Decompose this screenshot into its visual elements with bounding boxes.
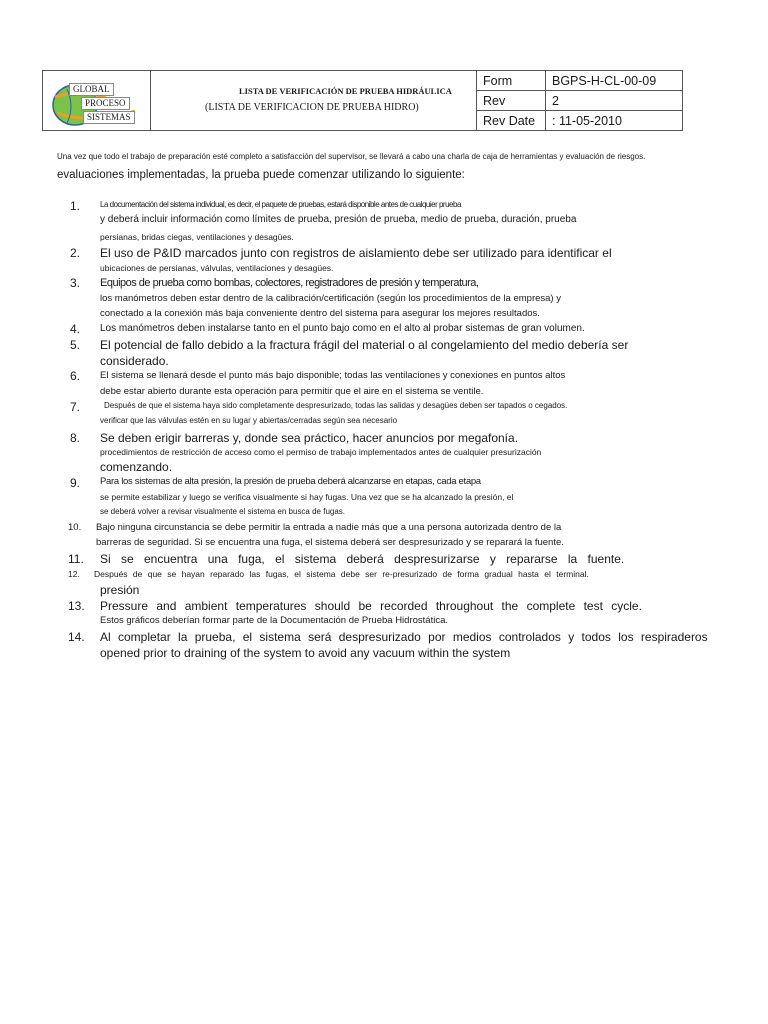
rev-date-row — [477, 111, 682, 130]
item-number: 12. — [68, 569, 80, 579]
item-number: 6. — [70, 369, 81, 383]
item-text: Bajo ninguna circunstancia se debe permitir la entrada a nadie más que a una persona autorizada dentro de la — [96, 522, 562, 533]
intro-line-2: evaluaciones implementadas, la prueba puede comenzar utilizando lo siguiente: — [57, 169, 465, 181]
item-text: Después de que se hayan reparado las fugas, el sistema debe ser re-presurizado de forma gradual hasta el terminal. — [94, 569, 589, 579]
item-number: 5. — [70, 338, 81, 352]
item-text: barreras de seguridad. Si se encuentra una fuga, el sistema deberá ser despresurizado y se reparará la fuente. — [96, 537, 564, 548]
item-text: Estos gráficos deberían formar parte de la Documentación de Prueba Hidrostática. — [100, 615, 448, 626]
rev-label: Rev — [477, 91, 546, 110]
item-text: Al completar la prueba, el sistema será despresurizado por medios controlados y todos los respiraderos — [100, 630, 708, 644]
item-text: procedimientos de restricción de acceso como el permiso de trabajo implementados antes de cualquier presurización — [100, 447, 542, 457]
form-value: BGPS-H-CL-00-09 — [552, 73, 657, 88]
item-number: 9. — [70, 476, 81, 490]
item-text: Si se encuentra una fuga, el sistema deberá despresurizarse y repararse la fuente. — [100, 552, 625, 566]
item-text: y deberá incluir información como límites de prueba, presión de prueba, medio de prueba, duración, prueba — [100, 214, 577, 225]
item-text: los manómetros deben estar dentro de la calibración/certificación (según los procedimientos de la empresa) y — [100, 293, 561, 304]
item-text: Se deben erigir barreras y, donde sea práctico, hacer anuncios por megafonía. — [100, 431, 519, 445]
item-number: 11. — [68, 552, 84, 566]
logo-text-global: GLOBAL — [69, 83, 114, 96]
intro-line-1: Una vez que todo el trabajo de preparación esté completo a satisfacción del supervisor, se llevará a cabo una charla de caja de herramientas y evaluación de riesgos. — [57, 152, 646, 161]
document-header — [42, 70, 683, 131]
item-number: 2. — [70, 246, 81, 260]
item-text: Los manómetros deben instalarse tanto en el punto bajo como en el alto al probar sistemas de gran volumen. — [100, 323, 585, 334]
item-text: El potencial de fallo debido a la fractura frágil del material o al congelamiento del medio debería ser — [100, 338, 629, 352]
item-text: Equipos de prueba como bombas, colectores, registradores de presión y temperatura, — [100, 277, 479, 289]
item-text: comenzando. — [100, 460, 173, 474]
item-number: 8. — [70, 431, 81, 445]
item-text: se permite estabilizar y luego se verifica visualmente si hay fugas. Una vez que se ha alcanzado la presión, el — [100, 492, 514, 502]
item-number: 4. — [70, 322, 81, 336]
logo-text-proceso: PROCESO — [81, 97, 130, 110]
item-text: El uso de P&ID marcados junto con registros de aislamiento debe ser utilizado para identificar el — [100, 246, 612, 260]
item-text: ubicaciones de persianas, válvulas, ventilaciones y desagües. — [100, 263, 334, 273]
rev-date-label: Rev Date — [477, 111, 546, 130]
item-text: verificar que las válvulas estén en su lugar y abiertas/cerradas según sea necesario — [100, 416, 398, 425]
item-number: 1. — [70, 199, 81, 213]
item-text: El sistema se llenará desde el punto más bajo disponible; todas las ventilaciones y conexiones en puntos altos — [100, 370, 566, 381]
item-number: 3. — [70, 276, 81, 290]
item-text: Pressure and ambient temperatures should be recorded throughout the complete test cycle. — [100, 599, 642, 613]
item-number: 7. — [70, 400, 81, 414]
item-text: Para los sistemas de alta presión, la presión de prueba deberá alcanzarse en etapas, cada etapa — [100, 476, 481, 487]
rev-row — [477, 91, 682, 111]
form-label: Form — [477, 71, 546, 90]
item-text: Después de que el sistema haya sido completamente despresurizado, todas las salidas y desagües deben ser tapados o cegados. — [104, 401, 568, 410]
document-subtitle: (LISTA DE VERIFICACION DE PRUEBA HIDRO) — [205, 102, 419, 113]
item-text: conectado a la conexión más baja conveniente dentro del sistema para asegurar los mejores resultados. — [100, 308, 540, 319]
item-text: debe estar abierto durante esta operación para permitir que el aire en el sistema se ventile. — [100, 386, 484, 397]
item-text: La documentación del sistema individual, es decir, el paquete de pruebas, estará disponible antes de cualquier prueba — [100, 200, 461, 209]
item-number: 10. — [68, 522, 82, 533]
item-text: persianas, bridas ciegas, ventilaciones y desagües. — [100, 232, 294, 242]
item-text: considerado. — [100, 354, 169, 368]
metadata-table — [477, 71, 682, 130]
item-text: presión — [100, 583, 140, 597]
item-text: se deberá volver a revisar visualmente el sistema en busca de fugas. — [100, 507, 346, 516]
rev-date-value: : 11-05-2010 — [552, 113, 622, 128]
document-title: LISTA DE VERIFICACIÓN DE PRUEBA HIDRÁULICA — [239, 86, 452, 96]
item-text: opened prior to draining of the system to avoid any vacuum within the system — [100, 646, 511, 660]
rev-value: 2 — [552, 93, 559, 108]
logo-text-sistemas: SISTEMAS — [83, 111, 135, 124]
title-cell — [151, 71, 477, 130]
form-row — [477, 71, 682, 91]
item-number: 13. — [68, 599, 85, 613]
company-logo — [43, 71, 151, 130]
item-number: 14. — [68, 630, 85, 644]
